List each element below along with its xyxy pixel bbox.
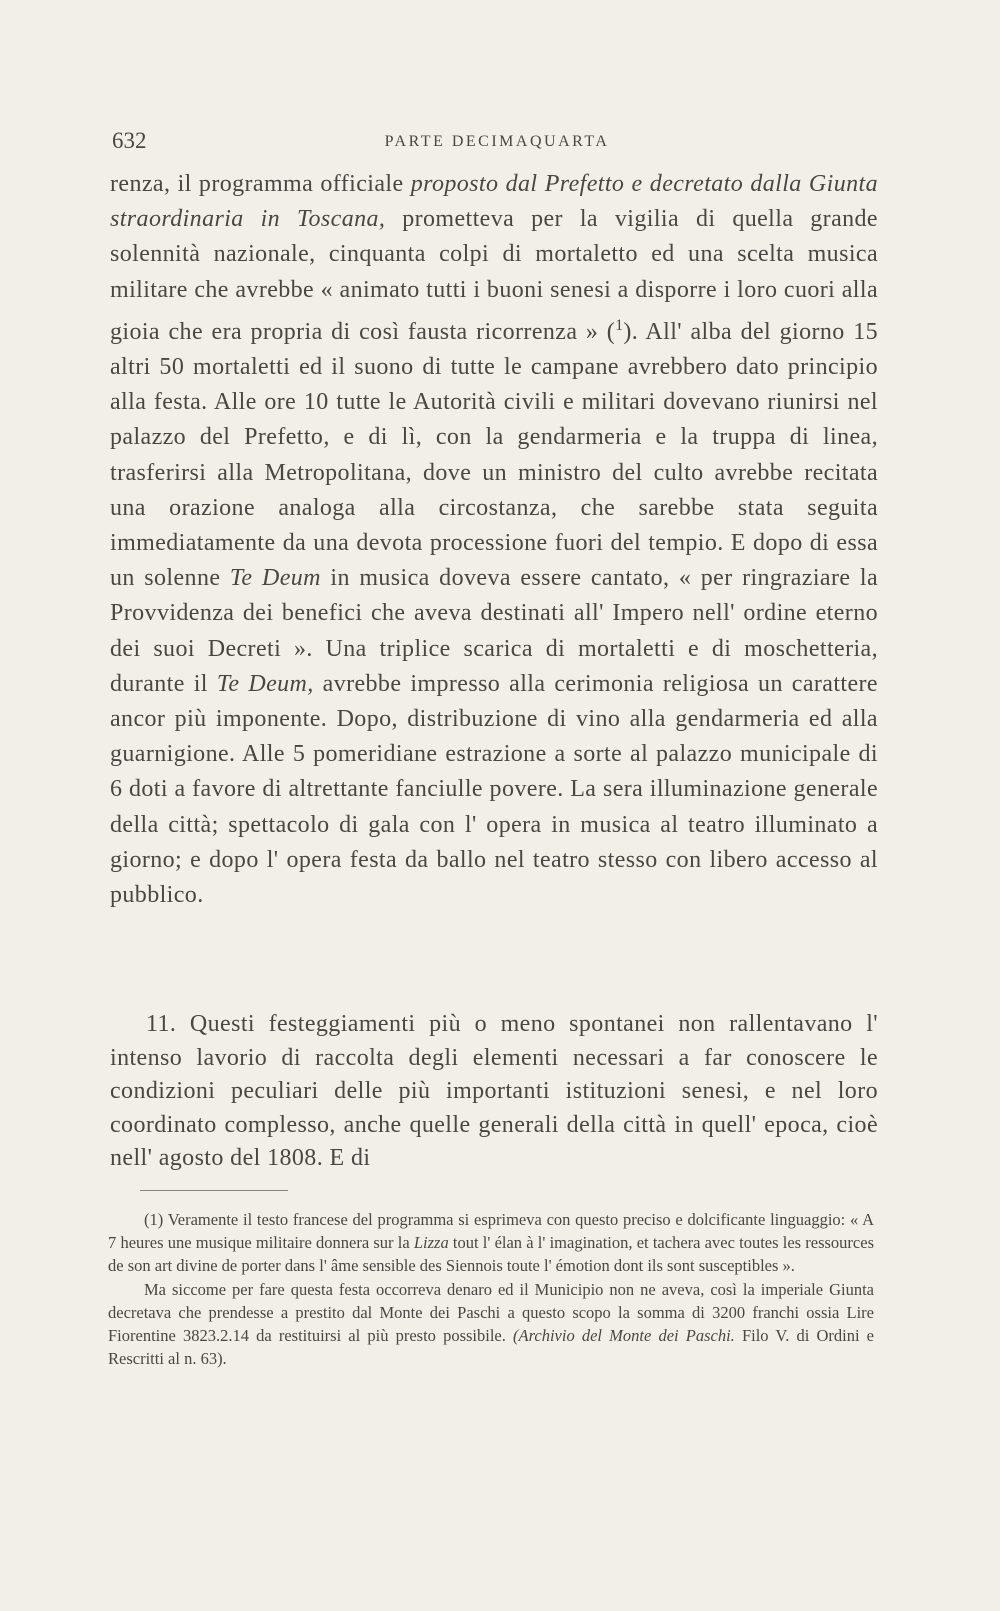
italic-run: Te Deum, (216, 670, 314, 697)
page-header (112, 128, 882, 158)
italic-run: Lizza (413, 1233, 449, 1253)
page-number: 632 (112, 128, 147, 153)
body-paragraph-1 (110, 167, 878, 913)
italic-run: Te Deum (229, 565, 321, 592)
text-run: prometteva per la vigilia di quella grande solennità nazionale, cinquanta colpi di mortaletto ed una scelta musica militare che avrebbe « animato tutti i buoni senesi a disporre i loro cuori alla gioia che era propria di così fausta ricorrenza » ( (110, 206, 878, 345)
footnote-1-continuation (108, 1278, 874, 1371)
italic-run: proposto dal Prefetto e decretato dalla Giunta straordinaria in Toscana, (110, 171, 879, 233)
text-run: in musica doveva essere cantato, « per ringraziare la Provvidenza dei benefici che aveva destinati all' Impero nell' ordine eterno dei suoi Decreti ». Una triplice scarica di mortaletti e di moschetteria, durante il (110, 565, 878, 697)
footnote-mark: (1) (144, 1210, 164, 1229)
footnote-1 (108, 1208, 874, 1278)
text-run: Ma siccome per fare questa festa occorreva denaro ed il Municipio non ne aveva, così la imperiale Giunta decretava che prendesse a prestito dal Monte dei Paschi a questo scopo la somma di 3200 franchi ossia Lire Fiorentine 3823.2.14 da restituirsi al più presto possibile. (108, 1279, 874, 1346)
text-run: Filo V. di Ordini e Rescritti al n. 63). (108, 1326, 874, 1369)
italic-run: (Archivio del Monte dei Paschi. (513, 1326, 735, 1346)
footnote-divider (140, 1190, 288, 1191)
text-run: Veramente il testo francese del programma si esprimeva con questo preciso e dolcificante linguaggio: « A 7 heures une musique militaire donnera sur la (108, 1210, 874, 1253)
text-run: ). All' alba del giorno 15 altri 50 mortaletti ed il suono di tutte le campane avrebbero dato principio alla festa. Alle ore 10 tutte le Autorità civili e militari dovevano riunirsi nel palazzo del Prefetto, e di lì, con la gendarmeria e la truppa di linea, trasferirsi alla Metropolitana, dove un ministro del culto avrebbe recitata una orazione analoga alla circostanza, che sarebbe stata seguita immediatamente da una devota processione fuori del tempio. E dopo di essa un solenne (110, 318, 878, 592)
text-run: tout l' élan à l' imagination, et tachera avec toutes les ressources de son art divine de porter dans l' âme sensible des Siennois toute l' émotion dont ils sont susceptibles ». (108, 1233, 874, 1276)
footnote-reference: 1 (615, 316, 624, 334)
text-run: avrebbe impresso alla cerimonia religiosa un carattere ancor più imponente. Dopo, distribuzione di vino alla gendarmeria ed alla guarnigione. Alle 5 pomeridiane estrazione a sorte al palazzo municipale di 6 doti a favore di altrettante fanciulle povere. La sera illuminazione generale della città; spettacolo di gala con l' opera in musica al teatro illuminato a giorno; e dopo l' opera festa da ballo nel teatro stesso con libero accesso al pubblico. (110, 670, 878, 909)
footnotes (108, 1208, 874, 1370)
running-head: PARTE DECIMAQUARTA (384, 133, 610, 150)
section-11-text: 11. Questi festeggiamenti più o meno spontanei non rallentavano l' intenso lavorio di raccolta degli elementi necessari a far conoscere le condizioni peculiari delle più importanti istituzioni senesi, e nel loro coordinato complesso, anche quelle generali della città in quell' epoca, cioè nell' agosto del 1808. E di (110, 1011, 878, 1171)
text-run: renza, il programma officiale (110, 171, 411, 197)
body-paragraph-2 (110, 1008, 878, 1176)
